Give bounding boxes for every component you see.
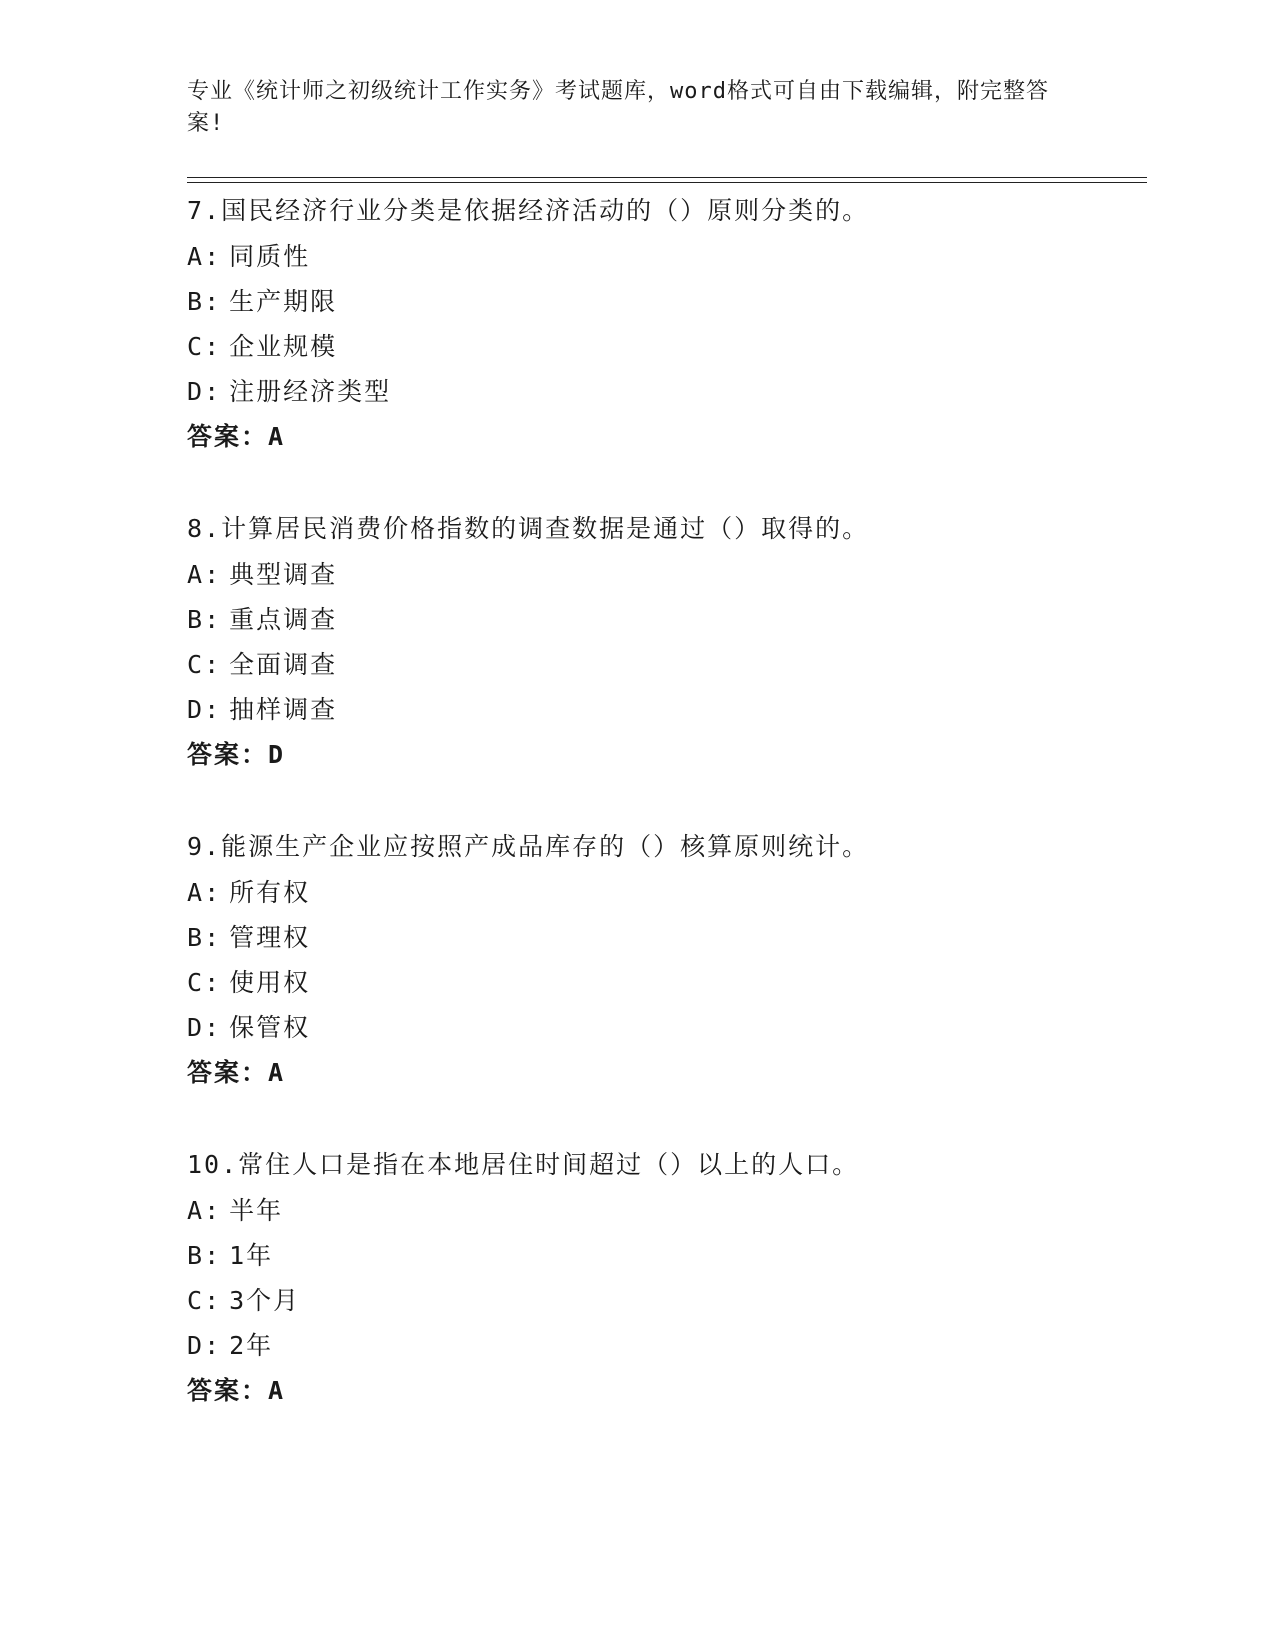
option-separator: :	[204, 650, 222, 679]
option-key: A	[187, 1196, 205, 1225]
answer-line	[187, 732, 1147, 778]
option-separator: :	[204, 923, 222, 952]
option-separator: :	[204, 1241, 222, 1270]
question-stem: 8.计算居民消费价格指数的调查数据是通过（）取得的。	[187, 514, 870, 543]
option-text: 3个月	[229, 1286, 301, 1315]
option-separator: :	[204, 1286, 222, 1315]
question-stem: 10.常住人口是指在本地居住时间超过（）以上的人口。	[187, 1150, 860, 1179]
question-10	[187, 1142, 1147, 1414]
option-text: 生产期限	[229, 287, 338, 316]
option-key: C	[187, 1286, 205, 1315]
option-d	[187, 369, 1147, 414]
option-a	[187, 1188, 1147, 1233]
document-intro: 专业《统计师之初级统计工作实务》考试题库，word格式可自由下载编辑，附完整答案!	[187, 79, 1049, 136]
option-b	[187, 597, 1147, 642]
option-key: D	[187, 1331, 205, 1360]
option-text: 保管权	[229, 1013, 311, 1042]
option-key: A	[187, 878, 205, 907]
option-text: 典型调查	[229, 560, 338, 589]
option-text: 同质性	[229, 242, 311, 271]
option-separator: :	[204, 968, 222, 997]
option-separator: :	[204, 695, 222, 724]
answer-value: A	[268, 1376, 286, 1405]
option-text: 注册经济类型	[229, 377, 392, 406]
answer-value: D	[268, 740, 286, 769]
answer-line	[187, 1050, 1147, 1096]
question-7	[187, 188, 1147, 460]
option-separator: :	[204, 377, 222, 406]
option-d	[187, 1005, 1147, 1050]
option-separator: :	[204, 878, 222, 907]
answer-value: A	[268, 422, 286, 451]
question-stem: 7.国民经济行业分类是依据经济活动的（）原则分类的。	[187, 196, 870, 225]
question-9	[187, 824, 1147, 1096]
option-separator: :	[204, 605, 222, 634]
question-stem: 9.能源生产企业应按照产成品库存的（）核算原则统计。	[187, 832, 870, 861]
answer-label: 答案：	[187, 1376, 269, 1405]
option-key: A	[187, 242, 205, 271]
option-key: C	[187, 650, 205, 679]
option-separator: :	[204, 1013, 222, 1042]
option-separator: :	[204, 332, 222, 361]
option-c	[187, 960, 1147, 1005]
answer-line	[187, 1368, 1147, 1414]
option-c	[187, 324, 1147, 369]
option-text: 管理权	[229, 923, 311, 952]
option-a	[187, 234, 1147, 279]
option-key: B	[187, 923, 205, 952]
option-text: 全面调查	[229, 650, 338, 679]
option-separator: :	[204, 560, 222, 589]
option-key: B	[187, 605, 205, 634]
option-b	[187, 1233, 1147, 1278]
option-key: C	[187, 968, 205, 997]
header-divider-top	[187, 177, 1147, 178]
option-separator: :	[204, 242, 222, 271]
option-b	[187, 915, 1147, 960]
answer-line	[187, 414, 1147, 460]
option-text: 企业规模	[229, 332, 338, 361]
option-text: 1年	[229, 1241, 274, 1270]
option-separator: :	[204, 287, 222, 316]
option-text: 所有权	[229, 878, 311, 907]
answer-label: 答案：	[187, 422, 269, 451]
option-b	[187, 279, 1147, 324]
option-key: B	[187, 287, 205, 316]
option-key: C	[187, 332, 205, 361]
answer-label: 答案：	[187, 1058, 269, 1087]
option-key: A	[187, 560, 205, 589]
option-key: D	[187, 695, 205, 724]
option-a	[187, 552, 1147, 597]
option-text: 使用权	[229, 968, 311, 997]
question-8	[187, 506, 1147, 778]
answer-label: 答案：	[187, 740, 269, 769]
option-c	[187, 642, 1147, 687]
option-d	[187, 1323, 1147, 1368]
option-key: D	[187, 1013, 205, 1042]
option-text: 2年	[229, 1331, 274, 1360]
option-c	[187, 1278, 1147, 1323]
option-d	[187, 687, 1147, 732]
header-divider-bottom	[187, 182, 1147, 183]
option-text: 抽样调查	[229, 695, 338, 724]
option-separator: :	[204, 1331, 222, 1360]
answer-value: A	[268, 1058, 286, 1087]
option-text: 重点调查	[229, 605, 338, 634]
option-separator: :	[204, 1196, 222, 1225]
option-text: 半年	[229, 1196, 284, 1225]
option-key: B	[187, 1241, 205, 1270]
option-a	[187, 870, 1147, 915]
option-key: D	[187, 377, 205, 406]
